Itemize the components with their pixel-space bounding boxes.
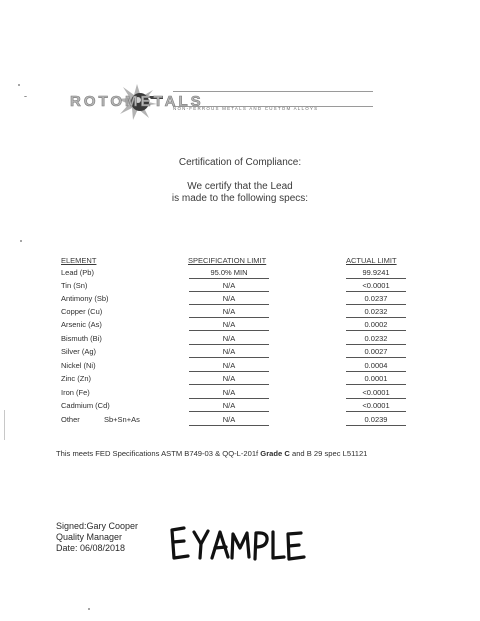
- spec-limit: N/A: [189, 334, 269, 345]
- element-name: Lead (Pb): [61, 268, 94, 277]
- spec-limit: N/A: [189, 361, 269, 372]
- logo-tagline: NON-FERROUS METALS AND CUSTOM ALLOYS: [173, 106, 319, 111]
- actual-limit: 0.0239: [346, 415, 406, 426]
- element-name-detail: Sb+Sn+As: [104, 415, 140, 424]
- spec-limit: N/A: [189, 281, 269, 292]
- spec-limit: N/A: [189, 307, 269, 318]
- logo-wordmark: ROTOMETALS: [70, 93, 204, 110]
- element-name: Antimony (Sb): [61, 294, 109, 303]
- actual-limit: 0.0001: [346, 374, 406, 385]
- actual-limit: <0.0001: [346, 281, 406, 292]
- table-row: [0, 347, 480, 360]
- element-name: Bismuth (Bi): [61, 334, 102, 343]
- element-name: Other: [61, 415, 80, 424]
- table-row: [0, 388, 480, 401]
- element-name: Iron (Fe): [61, 388, 90, 397]
- table-row: [0, 334, 480, 347]
- actual-limit: 0.0237: [346, 294, 406, 305]
- spec-note-grade: Grade C: [260, 449, 290, 458]
- table-row: [0, 361, 480, 374]
- element-name: Zinc (Zn): [61, 374, 91, 383]
- actual-limit: 0.0232: [346, 307, 406, 318]
- element-name: Nickel (Ni): [61, 361, 96, 370]
- table-row: [0, 320, 480, 333]
- signed-by: Signed:Gary Cooper: [56, 521, 139, 531]
- table-row: [0, 415, 480, 428]
- statement-line-2: is made to the following specs:: [171, 193, 309, 204]
- spec-limit: N/A: [189, 401, 269, 412]
- element-column-header: ELEMENT: [61, 256, 97, 265]
- spec-note-suffix: and B 29 spec L51121: [291, 449, 368, 458]
- element-name: Silver (Ag): [61, 347, 97, 356]
- element-name: Tin (Sn): [61, 281, 88, 290]
- spec-limit: N/A: [189, 347, 269, 358]
- spec-column-header: SPECIFICATION LIMIT: [188, 256, 267, 265]
- scan-speck: [88, 608, 90, 610]
- spec-limit: N/A: [189, 294, 269, 305]
- spec-limit: N/A: [189, 415, 269, 426]
- table-row: [0, 401, 480, 414]
- scan-speck: [24, 96, 27, 97]
- actual-column-header: ACTUAL LIMIT: [346, 256, 397, 265]
- element-name: Cadmium (Cd): [61, 401, 110, 410]
- spec-note-prefix: This meets FED Specifications ASTM B749-03 & QQ-L-201f: [56, 449, 259, 458]
- element-name: Arsenic (As): [61, 320, 102, 329]
- table-row: [0, 294, 480, 307]
- certificate-heading: Certification of Compliance:: [178, 157, 302, 168]
- example-stamp: [170, 520, 310, 565]
- actual-limit: 0.0004: [346, 361, 406, 372]
- scan-speck: [20, 240, 22, 242]
- actual-limit: 99.9241: [346, 268, 406, 279]
- statement-line-1: We certify that the Lead: [187, 181, 293, 192]
- actual-limit: 0.0002: [346, 320, 406, 331]
- scan-speck: [18, 84, 20, 86]
- actual-limit: <0.0001: [346, 388, 406, 399]
- signer-title: Quality Manager: [56, 532, 123, 542]
- table-row: [0, 374, 480, 387]
- table-row: [0, 268, 480, 281]
- spec-limit: N/A: [189, 320, 269, 331]
- table-row: [0, 307, 480, 320]
- actual-limit: <0.0001: [346, 401, 406, 412]
- spec-limit: N/A: [189, 388, 269, 399]
- spec-limit: N/A: [189, 374, 269, 385]
- actual-limit: 0.0232: [346, 334, 406, 345]
- element-name: Copper (Cu): [61, 307, 103, 316]
- specification-note: [56, 449, 367, 458]
- actual-limit: 0.0027: [346, 347, 406, 358]
- spec-limit: 95.0% MIN: [189, 268, 269, 279]
- signature-date: Date: 06/08/2018: [56, 543, 126, 553]
- table-row: [0, 281, 480, 294]
